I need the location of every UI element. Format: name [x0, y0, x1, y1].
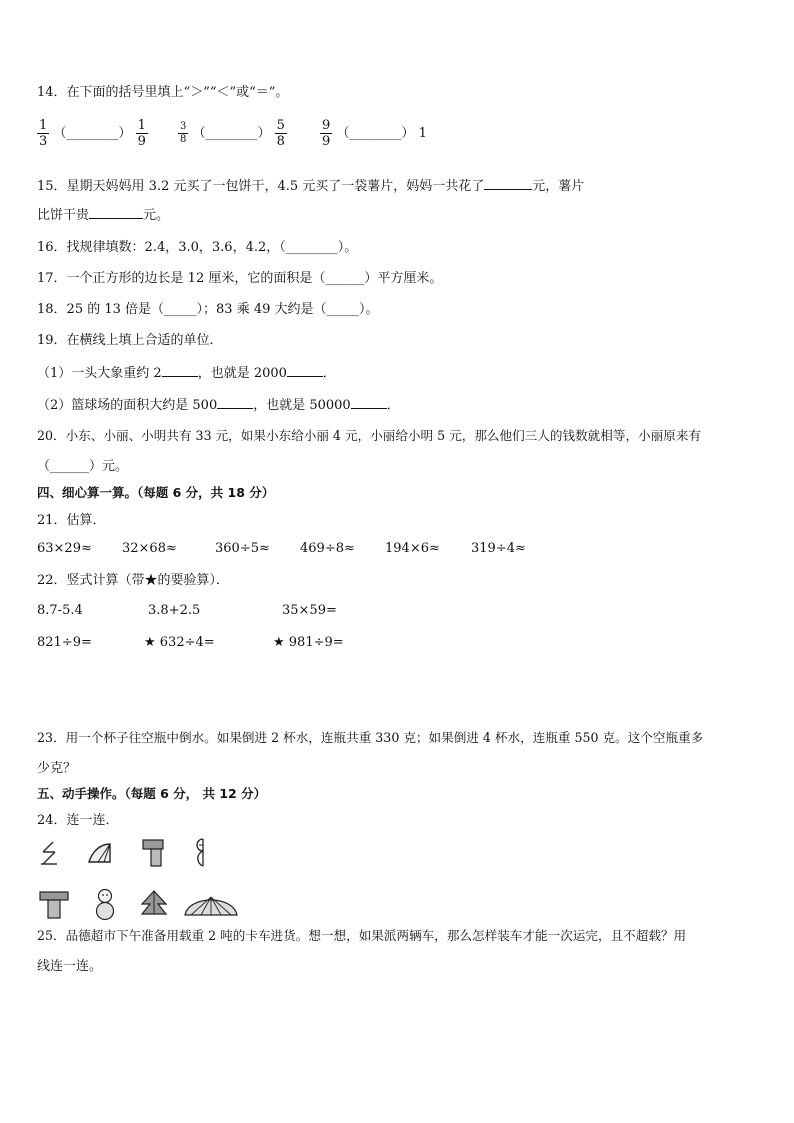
q19-sub-2: （2）篮球场的面积大约是 500 ，也就是 50000 ．	[37, 398, 400, 413]
q21-expr-1: 63×29≈	[37, 541, 92, 556]
q21-expr-5: 194×6≈	[385, 541, 440, 556]
q22-expr-1: 8.7-5.4	[37, 603, 83, 618]
q22-expr-4: 821÷9=	[37, 635, 92, 650]
q15-line-2: 比饼干贵 元。	[37, 208, 170, 223]
q20-line-1: 20．小东、小丽、小明共有 33 元，如果小东给小丽 4 元，小丽给小明 5 元，那么他们三人的钱数就相等，小丽原来有	[37, 428, 702, 443]
q15-line-1: 15．星期天妈妈用 3.2 元买了一包饼干，4.5 元买了一袋薯片，妈妈一共花了 元，薯片	[37, 179, 585, 194]
q17-prompt: 17．一个正方形的边长是 12 厘米，它的面积是（______）平方厘米。	[37, 271, 443, 286]
q25-line-1: 25．品德超市下午准备用载重 2 吨的卡车进货。想一想，如果派两辆车，那么怎样装车才能一次运完，且不超载？用	[37, 928, 687, 943]
fraction: $\frac{5}{8}$	[276, 118, 285, 149]
answer-blank[interactable]	[89, 206, 143, 219]
q21-expr-2: 32×68≈	[122, 541, 177, 556]
q22-expr-6: ★ 981÷9=	[273, 635, 344, 650]
snowman-icon[interactable]	[93, 887, 117, 921]
q19-prompt: 19．在横线上填上合适的单位．	[37, 333, 223, 348]
answer-blank[interactable]	[287, 364, 323, 377]
half-mushroom-icon[interactable]	[141, 838, 165, 868]
q23-line-1: 23．用一个杯子往空瓶中倒水。如果倒进 2 杯水，连瓶共重 330 克；如果倒进 4 杯水，连瓶重 550 克。这个空瓶重多	[37, 730, 704, 745]
q21-expr-3: 360÷5≈	[215, 541, 270, 556]
q23-line-2: 少克？	[37, 761, 77, 776]
half-snowman-icon[interactable]	[191, 836, 211, 868]
q22-prompt: 22．竖式计算（带★的要验算）．	[37, 573, 230, 588]
umbrella-icon[interactable]	[183, 889, 239, 919]
half-umbrella-icon[interactable]	[86, 840, 114, 866]
q20-line-2: （______）元。	[37, 459, 129, 474]
q21-expr-4: 469÷8≈	[300, 541, 355, 556]
mushroom-icon[interactable]	[38, 890, 70, 920]
q14-prompt: 14．在下面的括号里填上“＞”“＜”或“＝”。	[37, 85, 289, 100]
answer-blank[interactable]	[217, 396, 253, 409]
answer-blank[interactable]: （________）	[192, 126, 271, 141]
answer-blank[interactable]	[351, 396, 387, 409]
fraction: $\frac{9}{9}$	[322, 118, 331, 149]
half-lightning-shape-icon[interactable]	[37, 840, 63, 868]
q21-prompt: 21．估算．	[37, 513, 106, 528]
tree-arrow-icon[interactable]	[138, 888, 170, 920]
q14-item-2	[178, 118, 287, 149]
answer-blank[interactable]	[162, 364, 198, 377]
q16-prompt: 16．找规律填数：2.4，3.0，3.6，4.2，（________）。	[37, 240, 358, 255]
q22-expr-2: 3.8+2.5	[148, 603, 201, 618]
q25-line-2: 线连一连。	[37, 959, 103, 974]
whole-number: 1	[418, 126, 427, 141]
fraction: $\frac{1}{3}$	[39, 118, 48, 149]
q22-expr-3: 35×59=	[282, 603, 337, 618]
q22-expr-5: ★ 632÷4=	[144, 635, 215, 650]
q24-prompt: 24．连一连．	[37, 813, 119, 828]
q18-prompt: 18．25 的 13 倍是（_____）；83 乘 49 大约是（_____）。	[37, 302, 379, 317]
q21-expr-6: 319÷4≈	[471, 541, 526, 556]
fraction: $\frac{1}{9}$	[137, 118, 146, 149]
answer-blank[interactable]: （________）	[336, 126, 415, 141]
q14-item-3	[320, 118, 427, 149]
fraction: $\frac{3}{8}$	[180, 121, 187, 145]
section-4-title: 四、细心算一算。（每题 6 分，共 18 分）	[37, 485, 275, 500]
q14-item-1	[37, 118, 148, 149]
answer-blank[interactable]: （________）	[53, 126, 132, 141]
section-5-title: 五、动手操作。（每题 6 分， 共 12 分）	[37, 786, 267, 801]
answer-blank[interactable]	[484, 177, 532, 190]
q19-sub-1: （1）一头大象重约 2 ，也就是 2000 ．	[37, 366, 336, 381]
